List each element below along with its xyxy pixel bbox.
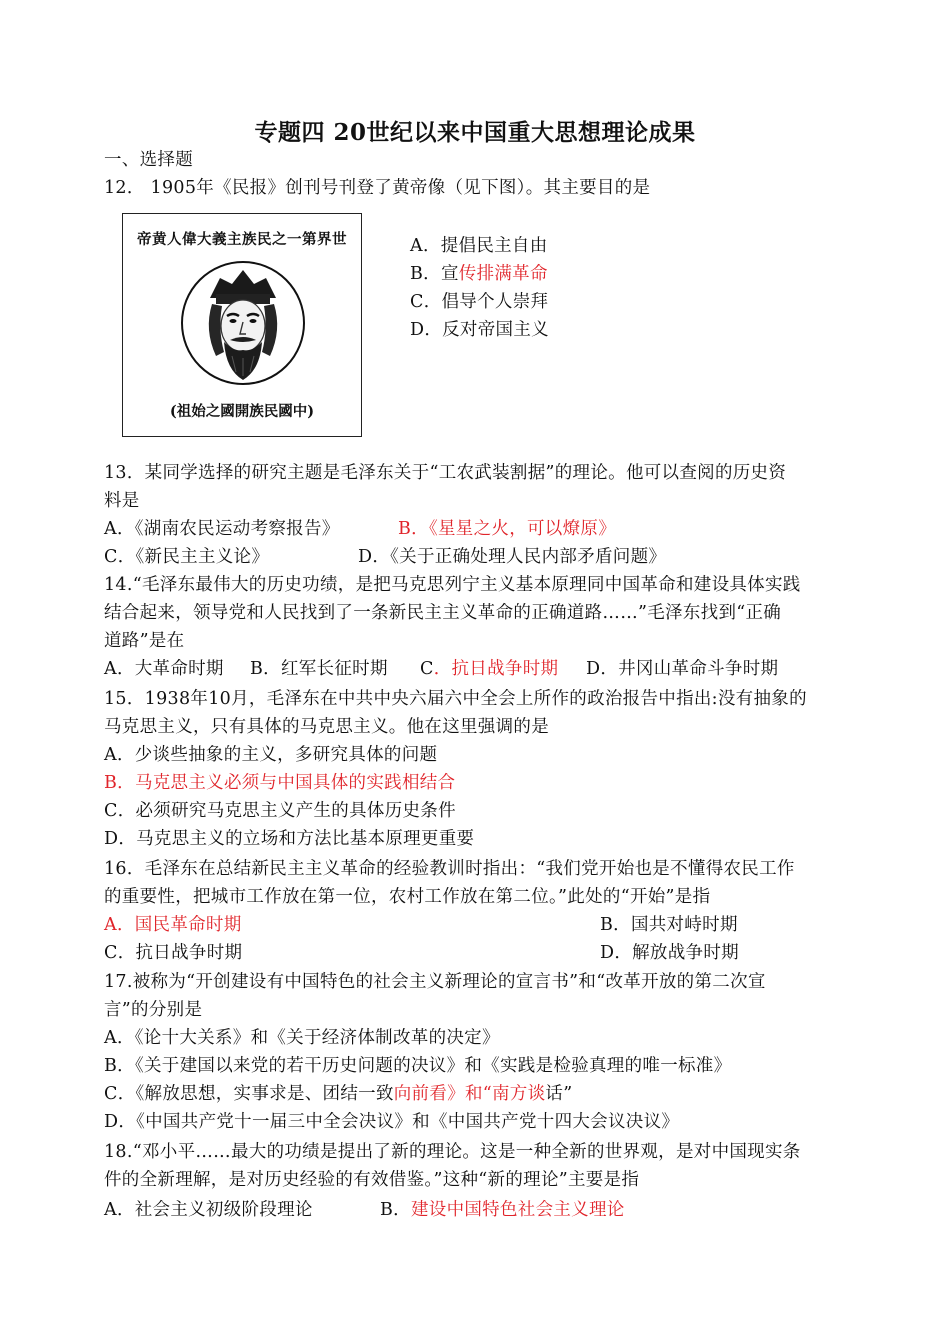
q15-option-c: C．必须研究马克思主义产生的具体历史条件 <box>104 801 456 821</box>
q17-option-b: B．《关于建国以来党的若干历史问题的决议》和《实践是检验真理的唯一标准》 <box>104 1056 732 1076</box>
q18-answer-highlight: 建设中国特色社会主义理论 <box>410 1200 625 1220</box>
q13-option-b: B．《星星之火，可以燎原》 <box>398 519 617 539</box>
q15-option-b: B．马克思主义必须与中国具体的实践相结合 <box>104 773 456 793</box>
q17-option-a: A．《论十大关系》和《关于经济体制改革的决定》 <box>104 1028 500 1048</box>
q12-option-d: D．反对帝国主义 <box>410 320 549 340</box>
q14-option-a: A．大革命时期 <box>104 659 224 679</box>
q16-stem-line2: 的重要性，把城市工作放在第一位，农村工作放在第二位。”此处的“开始”是指 <box>104 887 711 907</box>
q13-option-a: A．《湖南农民运动考察报告》 <box>104 519 340 539</box>
q12-stem: 12． 1905年《民报》创刊号刊登了黄帝像（见下图）。其主要目的是 <box>104 178 651 198</box>
q13-stem-line1: 13．某同学选择的研究主题是毛泽东关于“工农武装割据”的理论。他可以查阅的历史资 <box>104 463 787 483</box>
q18-option-b: B．建设中国特色社会主义理论 <box>380 1200 625 1220</box>
section-heading: 一、选择题 <box>104 150 193 170</box>
q16-option-d: D．解放战争时期 <box>600 943 739 963</box>
page-title: 专题四 20世纪以来中国重大思想理论成果 <box>254 119 696 146</box>
q16-option-b: B．国共对峙时期 <box>600 915 738 935</box>
q14-stem-line2: 结合起来，领导党和人民找到了一条新民主主义革命的正确道路……”毛泽东找到“正确 <box>104 603 782 623</box>
q14-answer-highlight: ．抗日战争时期 <box>433 659 559 679</box>
q16-option-a: A．国民革命时期 <box>104 915 242 935</box>
q12-answer-highlight: 传排满革命 <box>458 264 548 284</box>
q16-option-c: C．抗日战争时期 <box>104 943 243 963</box>
q17-answer-highlight: 向前看》和“南方谈 <box>393 1084 546 1104</box>
q18-stem-line2: 件的全新理解，是对历史经验的有效借鉴。”这种“新的理论”主要是指 <box>104 1170 640 1190</box>
q14-stem-line1: 14.“毛泽东最伟大的历史功绩，是把马克思列宁主义基本原理同中国革命和建设具体实践 <box>104 575 801 595</box>
q17-stem-line1: 17.被称为“开创建设有中国特色的社会主义新理论的宣言书”和“改革开放的第二次宣 <box>104 972 766 992</box>
q15-option-a: A．少谈些抽象的主义，多研究具体的问题 <box>104 745 438 765</box>
q15-stem-line1: 15．1938年10月，毛泽东在中共中央六届六中全会上所作的政治报告中指出:没有抽象的 <box>104 689 807 709</box>
q18-option-a: A．社会主义初级阶段理论 <box>104 1200 313 1220</box>
q14-option-d: D．井冈山革命斗争时期 <box>586 659 779 679</box>
q13-option-d: D．《关于正确处理人民内部矛盾问题》 <box>358 547 667 567</box>
q14-stem-line3: 道路”是在 <box>104 631 185 651</box>
q14-option-b: B．红军长征时期 <box>250 659 388 679</box>
q17-option-c: C．《解放思想，实事求是、团结一致向前看》和“南方谈话” <box>104 1084 573 1104</box>
q13-option-c: C．《新民主主义论》 <box>104 547 270 567</box>
q17-option-d: D．《中国共产党十一届三中全会决议》和《中国共产党十四大会议决议》 <box>104 1112 680 1132</box>
q13-stem-line2: 料是 <box>104 491 140 511</box>
q18-stem-line1: 18.“邓小平……最大的功绩是提出了新的理论。这是一种全新的世界观，是对中国现实条 <box>104 1142 801 1162</box>
q14-option-c: C．抗日战争时期 <box>420 659 559 679</box>
q12-option-b: B．宣传排满革命 <box>410 264 548 284</box>
q15-stem-line2: 马克思主义，只有具体的马克思主义。他在这里强调的是 <box>104 717 549 737</box>
q15-option-d: D．马克思主义的立场和方法比基本原理更重要 <box>104 829 475 849</box>
figure-caption-bottom: (祖始之國開族民國中) <box>169 403 315 420</box>
q16-stem-line1: 16．毛泽东在总结新民主主义革命的经验教训时指出：“我们党开始也是不懂得农民工作 <box>104 859 795 879</box>
yellow-emperor-figure <box>122 213 362 437</box>
q12-option-a: A．提倡民主自由 <box>410 236 548 256</box>
q12-option-c: C．倡导个人崇拜 <box>410 292 549 312</box>
yellow-emperor-portrait-icon <box>180 260 306 386</box>
figure-caption-top: 帝黄人偉大義主族民之一第界世 <box>137 231 347 248</box>
q17-stem-line2: 言”的分别是 <box>104 1000 203 1020</box>
